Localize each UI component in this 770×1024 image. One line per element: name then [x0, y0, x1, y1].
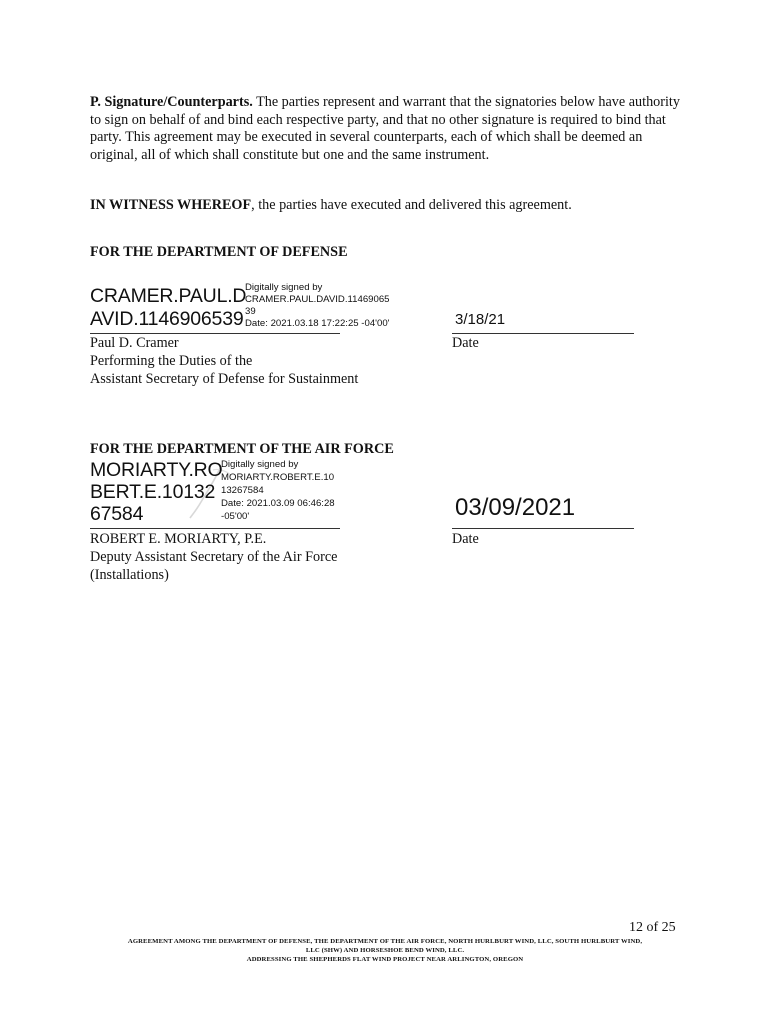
af-date-value: 03/09/2021	[455, 494, 576, 521]
af-signature-name-line1: MORIARTY.RO	[90, 459, 223, 481]
footer-line-1: AGREEMENT AMONG THE DEPARTMENT OF DEFENSE, THE DEPARTMENT OF THE AIR FORCE, NORTH HURLBURT WIND, LLC, SOUTH HURLBURT WIND,	[127, 938, 643, 945]
dod-section-header: FOR THE DEPARTMENT OF DEFENSE	[90, 244, 348, 260]
af-digital-signed-by: Digitally signed by	[221, 459, 299, 470]
af-signature-name-line3: 67584	[90, 503, 144, 525]
paragraph-heading: P. Signature/Counterparts.	[90, 94, 253, 110]
af-signer-name: ROBERT E. MORIARTY, P.E.	[90, 531, 267, 547]
witness-lead: IN WITNESS WHEREOF	[90, 197, 252, 213]
dod-signer-name: Paul D. Cramer	[90, 335, 179, 351]
dod-signer-title-1: Performing the Duties of the	[90, 353, 253, 369]
af-signer-title-2: (Installations)	[90, 567, 169, 583]
af-signer-title-1: Deputy Assistant Secretary of the Air Force	[90, 549, 338, 565]
dod-date-label: Date	[452, 335, 479, 351]
page-number: 12 of 25	[629, 920, 676, 935]
page-footer	[85, 937, 685, 964]
dod-signer-title-2: Assistant Secretary of Defense for Sustainment	[90, 371, 359, 387]
dod-signature-name-line1: CRAMER.PAUL.D	[90, 285, 247, 307]
dod-digital-signed-by: Digitally signed by	[245, 282, 323, 293]
signature-counterparts-paragraph	[90, 94, 690, 164]
dod-date-value: 3/18/21	[455, 311, 506, 328]
af-digital-signer-id-cont: 13267584	[221, 485, 264, 496]
af-digital-date: Date: 2021.03.09 06:46:28	[221, 498, 335, 509]
af-signature-name-line2: BERT.E.10132	[90, 481, 216, 503]
dod-digital-signer-id-cont: 39	[245, 306, 256, 317]
af-digital-date-offset: -05'00'	[221, 511, 250, 522]
af-signature-line	[90, 528, 340, 529]
footer-line-2: LLC (SHW) AND HORSESHOE BEND WIND, LLC.	[305, 947, 465, 954]
af-date-line	[452, 528, 634, 529]
witness-clause	[90, 197, 572, 214]
af-digital-signer-id: MORIARTY.ROBERT.E.10	[221, 472, 335, 483]
dod-signature-name-line2: AVID.1146906539	[90, 308, 244, 330]
dod-date-line	[452, 333, 634, 334]
footer-line-3: ADDRESSING THE SHEPHERDS FLAT WIND PROJECT NEAR ARLINGTON, OREGON	[246, 956, 524, 963]
af-date-label: Date	[452, 531, 479, 547]
witness-rest: , the parties have executed and delivered this agreement.	[251, 197, 572, 213]
af-section-header: FOR THE DEPARTMENT OF THE AIR FORCE	[90, 441, 394, 457]
paragraph-body: The parties represent and warrant that the signatories below have authority to sign on behalf of and bind each respective party, and that no other signature is required to bind that party. This agreement may be executed in several counterparts, each of which shall be deemed an original, all of which shall constitute but one and the same instrument.	[90, 94, 680, 163]
dod-digital-signer-id: CRAMER.PAUL.DAVID.11469065	[245, 294, 390, 305]
dod-digital-date: Date: 2021.03.18 17:22:25 -04'00'	[245, 318, 390, 329]
